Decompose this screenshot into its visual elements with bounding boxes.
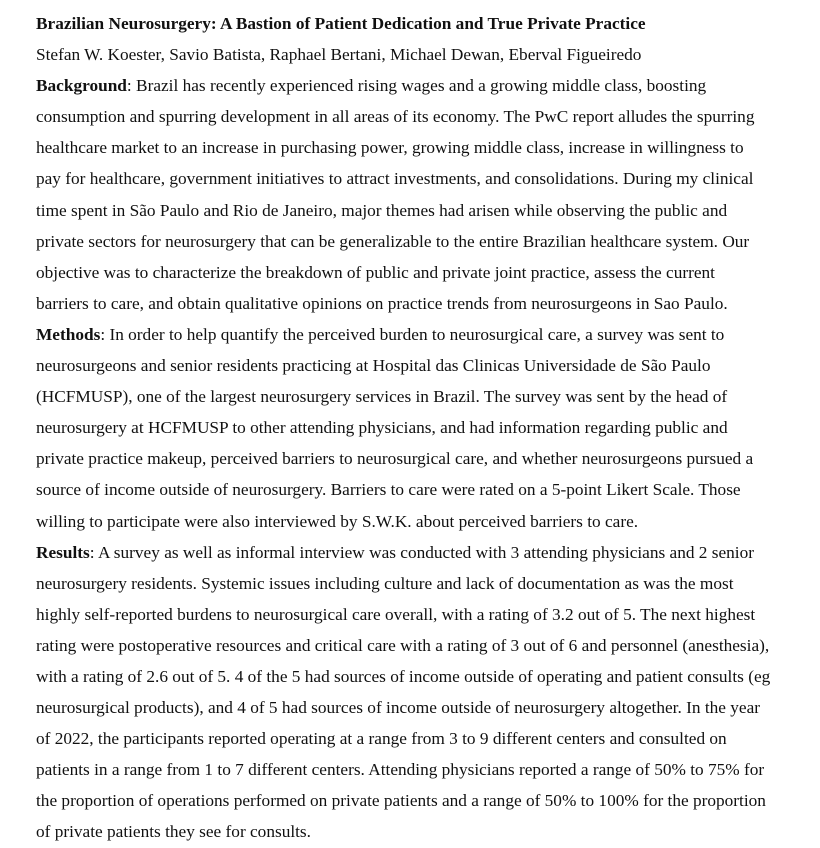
methods-line-3: neurosurgery at HCFMUSP to other attending physicians, and had information regarding public and bbox=[36, 418, 728, 438]
author-list: Stefan W. Koester, Savio Batista, Raphael Bertani, Michael Dewan, Eberval Figueiredo bbox=[36, 45, 642, 65]
results-line-4: with a rating of 2.6 out of 5. 4 of the 5 had sources of income outside of operating and patient consults (eg bbox=[36, 666, 771, 686]
background-line-6: objective was to characterize the breakdown of public and private joint practice, assess the current bbox=[36, 262, 715, 282]
background-line-7: barriers to care, and obtain qualitative opinions on practice trends from neurosurgeons in Sao Paulo. bbox=[36, 293, 728, 313]
results-line-7: patients in a range from 1 to 7 different centers. Attending physicians reported a range of 50% to 75% for bbox=[36, 760, 765, 780]
methods-line-1: neurosurgeons and senior residents practicing at Hospital das Clinicas Universidade de São Paulo bbox=[36, 356, 711, 376]
background-label: Background bbox=[36, 76, 127, 96]
results-line-8: the proportion of operations performed on private patients and a range of 50% to 100% for the proportion bbox=[36, 791, 766, 811]
results-line-5: neurosurgical products), and 4 of 5 had sources of income outside of neurosurgery altogether. In the year bbox=[36, 698, 760, 718]
abstract-title: Brazilian Neurosurgery: A Bastion of Patient Dedication and True Private Practice bbox=[36, 14, 646, 33]
methods-line-6: willing to participate were also interviewed by S.W.K. about perceived barriers to care. bbox=[36, 511, 639, 531]
results-label: Results bbox=[36, 542, 90, 562]
methods-line-2: (HCFMUSP), one of the largest neurosurgery services in Brazil. The survey was sent by the head of bbox=[36, 387, 728, 407]
background-line-0: Background: Brazil has recently experienced rising wages and a growing middle class, boosting bbox=[36, 76, 707, 96]
methods-line-5: source of income outside of neurosurgery. Barriers to care were rated on a 5-point Likert Scale. Those bbox=[36, 480, 741, 500]
results-line-6: of 2022, the participants reported operating at a range from 3 to 9 different centers and consulted on bbox=[36, 729, 727, 749]
results-line-0: Results: A survey as well as informal interview was conducted with 3 attending physicians and 2 senior bbox=[36, 542, 755, 562]
results-line-1: neurosurgery residents. Systemic issues including culture and lack of documentation as was the most bbox=[36, 573, 734, 593]
methods-label: Methods bbox=[36, 324, 101, 344]
background-line-4: time spent in São Paulo and Rio de Janeiro, major themes had arisen while observing the public and bbox=[36, 200, 728, 220]
background-line-5: private sectors for neurosurgery that can be generalizable to the entire Brazilian healthcare system. Our bbox=[36, 231, 750, 251]
results-line-2: highly self-reported burdens to neurosurgical care overall, with a rating of 3.2 out of 5. The next highest bbox=[36, 604, 756, 624]
methods-line-0: Methods: In order to help quantify the perceived burden to neurosurgical care, a survey was sent to bbox=[36, 324, 725, 344]
methods-line-4: private practice makeup, perceived barriers to neurosurgical care, and whether neurosurgeons pursued a bbox=[36, 449, 754, 469]
background-line-2: healthcare market to an increase in purchasing power, growing middle class, increase in willingness to bbox=[36, 138, 744, 158]
results-line-9: of private patients they see for consults. bbox=[36, 822, 311, 842]
background-line-1: consumption and spurring development in all areas of its economy. The PwC report alludes the spurring bbox=[36, 107, 755, 127]
results-line-3: rating were postoperative resources and critical care with a rating of 3 out of 6 and personnel (anesthesia), bbox=[36, 635, 770, 655]
background-line-3: pay for healthcare, government initiatives to attract investments, and consolidations. During my clinical bbox=[36, 169, 754, 189]
